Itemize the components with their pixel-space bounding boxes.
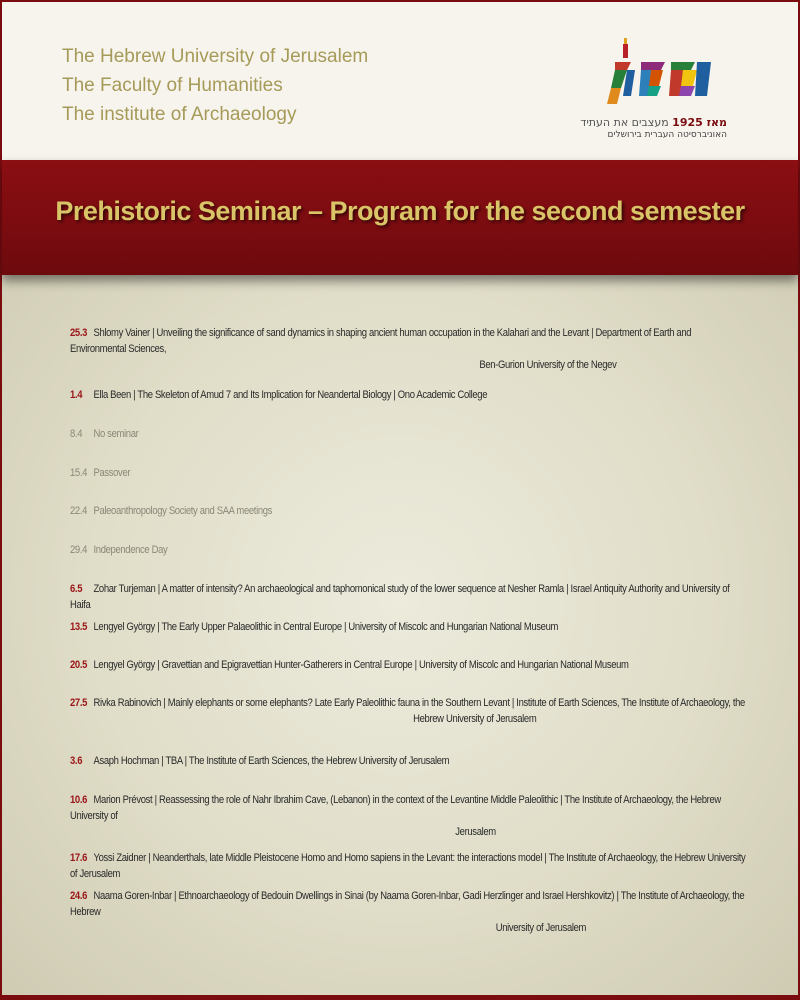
program-text: Yossi Zaidner | Neanderthals, late Middle Pleistocene Homo and Homo sapiens in the Levant: the interactions model | The Institute of Archaeology, the Hebrew University of Jerusalem: [70, 852, 746, 880]
logo-mark-icon: [587, 34, 727, 114]
program-date: 3.6: [70, 755, 83, 767]
program-date: 25.3: [70, 327, 88, 339]
program-text: Zohar Turjeman | A matter of intensity? An archaeological and taphomonical study of the lower sequence at Nesher Ramla | Israel Antiquity Authority and University of Haifa: [70, 583, 730, 611]
program-item: [70, 619, 749, 635]
university-name: The Hebrew University of Jerusalem: [62, 46, 369, 67]
program-item: [70, 581, 749, 613]
program-date: 15.4: [70, 467, 88, 479]
university-logo: [580, 34, 727, 144]
program-text-continued: University of Jerusalem: [495, 922, 587, 934]
program-text: Naama Goren-Inbar | Ethnoarchaeology of Bedouin Dwellings in Sinai (by Naama Goren-Inbar, Gadi Herzlinger and Israel Hershkovitz) | The Institute of Archaeology, the Hebrew: [70, 890, 745, 918]
title-banner: [2, 160, 798, 275]
program-date: 17.6: [70, 852, 88, 864]
program-date: 10.6: [70, 794, 88, 806]
logo-slogan: מאז 1925 מעצבים את העתיד: [580, 116, 727, 129]
program-text: Lengyel György | The Early Upper Palaeolithic in Central Europe | University of Miscolc and Hungarian National Museum: [93, 621, 559, 633]
program-text: Independence Day: [93, 544, 168, 556]
program-text: Ella Been | The Skeleton of Amud 7 and Its Implication for Neandertal Biology | Ono Academic College: [93, 389, 488, 401]
logo-university-hebrew: האוניברסיטה העברית בירושלים: [607, 130, 727, 140]
program-item: [70, 753, 749, 769]
program-text-continued: Ben-Gurion University of the Negev: [479, 359, 617, 371]
program-date: 29.4: [70, 544, 88, 556]
program-item: [70, 888, 749, 936]
program-text: Marion Prévost | Reassessing the role of Nahr Ibrahim Cave, (Lebanon) in the context of the Levantine Middle Paleolithic | The Institute of Archaeology, the Hebrew University of: [70, 794, 721, 822]
program-date: 27.5: [70, 697, 88, 709]
faculty-name: The Faculty of Humanities: [62, 75, 283, 96]
program-date: 1.4: [70, 389, 83, 401]
program-text: Shlomy Vainer | Unveiling the significance of sand dynamics in shaping ancient human occupation in the Kalahari and the Levant | Department of Earth and Environmental Sciences,: [70, 327, 692, 355]
program-text: Paleoanthropology Society and SAA meetings: [93, 505, 273, 517]
program-text-continued: Jerusalem: [455, 826, 496, 838]
program-item: [70, 792, 749, 840]
institution-block: [62, 42, 368, 129]
program-item: [70, 426, 749, 442]
institute-name: The institute of Archaeology: [62, 104, 297, 125]
program-item: [70, 695, 749, 727]
program-panel: [2, 275, 798, 995]
program-date: 22.4: [70, 505, 88, 517]
program-item: [70, 542, 749, 558]
program-item: [70, 387, 749, 403]
program-date: 8.4: [70, 428, 83, 440]
program-text: Passover: [93, 467, 131, 479]
program-item: [70, 325, 749, 373]
program-text: Asaph Hochman | TBA | The Institute of Earth Sciences, the Hebrew University of Jerusalem: [93, 755, 450, 767]
program-date: 24.6: [70, 890, 88, 902]
program-item: [70, 465, 749, 481]
program-date: 13.5: [70, 621, 88, 633]
program-text: Lengyel György | Gravettian and Epigravettian Hunter-Gatherers in Central Europe | University of Miscolc and Hungarian National Museum: [93, 659, 629, 671]
program-text: Rivka Rabinovich | Mainly elephants or some elephants? Late Early Paleolithic fauna in the Southern Levant | Institute of Earth Sciences, The Institute of Archaeology, the: [93, 697, 745, 709]
program-text-continued: Hebrew University of Jerusalem: [413, 713, 537, 725]
page-title: Prehistoric Seminar – Program for the second semester: [55, 196, 745, 226]
header: [2, 2, 798, 160]
program-item: [70, 657, 749, 673]
program-text: No seminar: [93, 428, 139, 440]
program-item: [70, 503, 749, 519]
program-date: 6.5: [70, 583, 83, 595]
program-date: 20.5: [70, 659, 88, 671]
program-item: [70, 850, 749, 882]
